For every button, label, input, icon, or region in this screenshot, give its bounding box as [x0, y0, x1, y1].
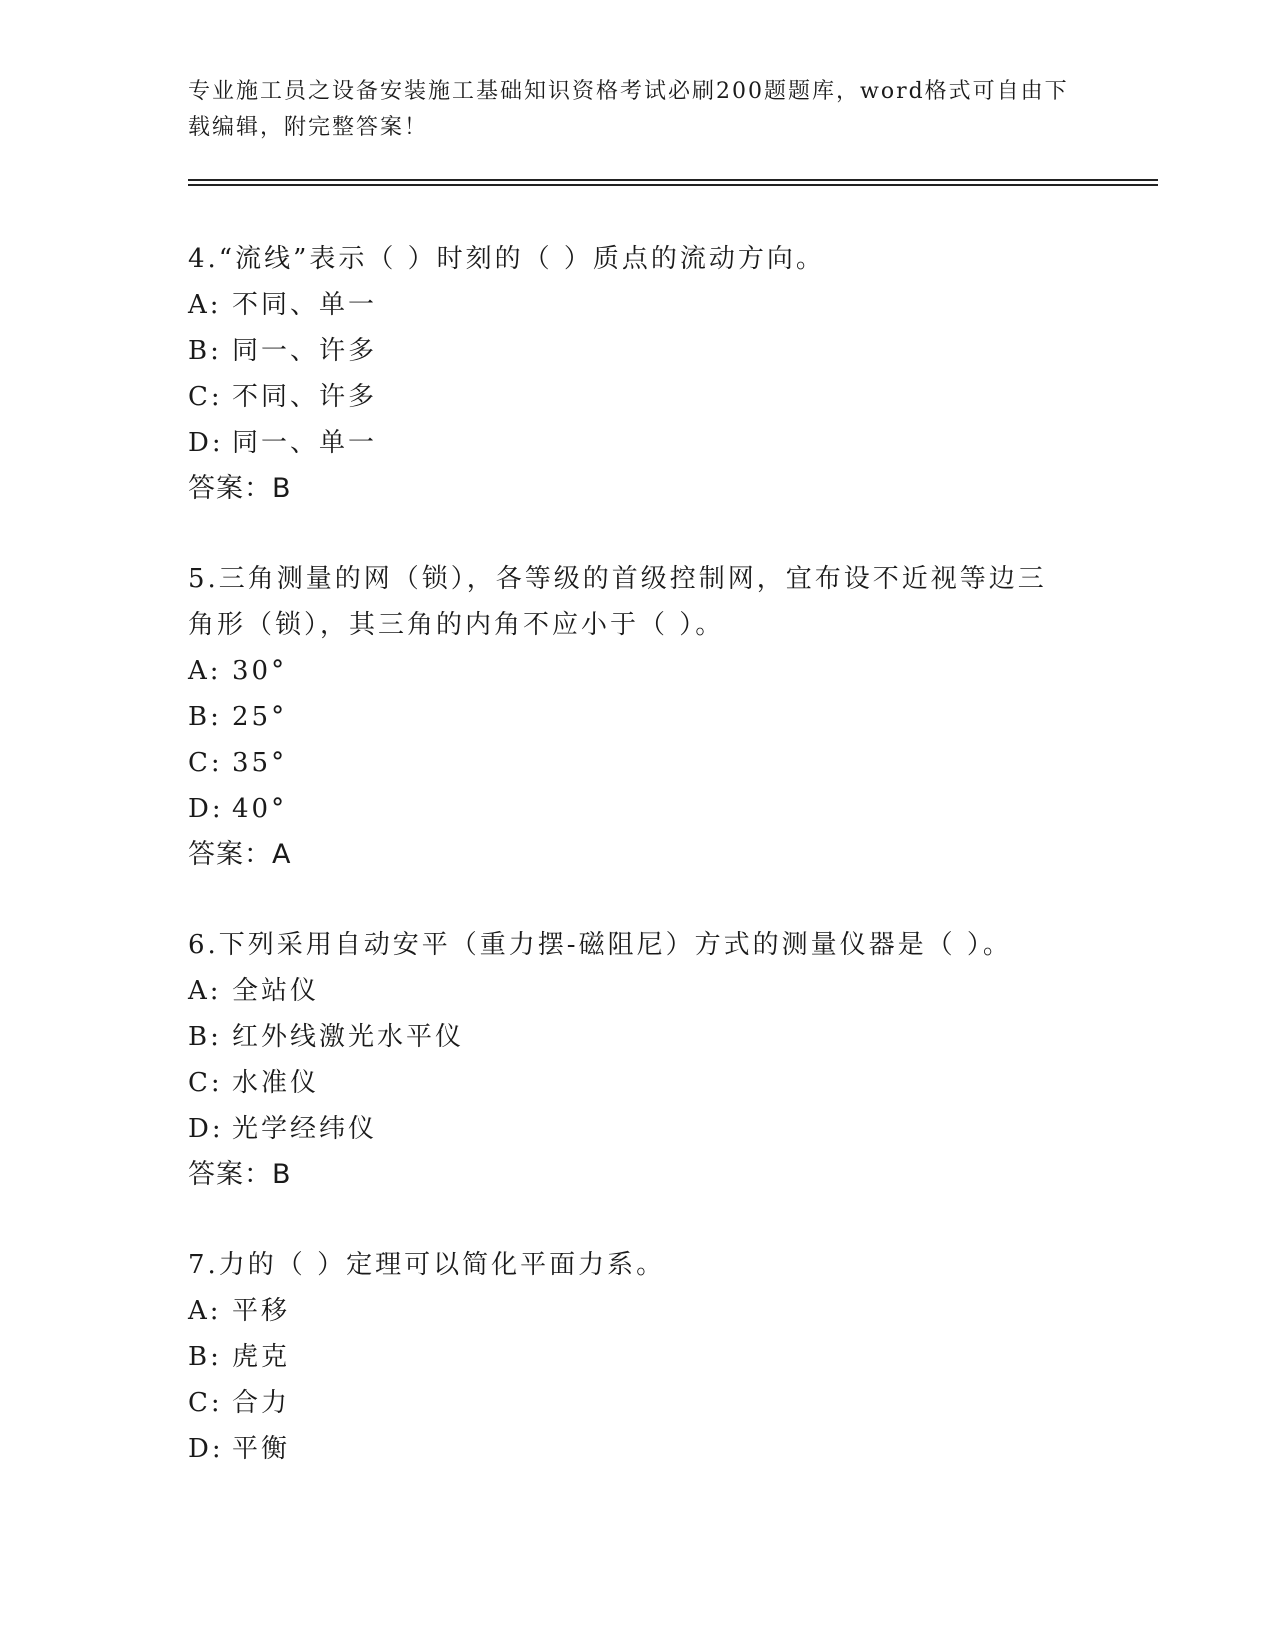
answer-line: 答案：B	[188, 473, 292, 504]
option-a	[188, 648, 1088, 694]
option-text: 同一、单一	[232, 428, 378, 458]
option-text: 平衡	[232, 1434, 291, 1464]
option-text: 红外线激光水平仪	[232, 1022, 465, 1052]
option-c	[188, 374, 1088, 420]
option-label: C:	[188, 1068, 223, 1098]
option-text: 水准仪	[232, 1068, 320, 1098]
option-b	[188, 1334, 1088, 1380]
document-header: 专业施工员之设备安装施工基础知识资格考试必刷200题题库，word格式可自由下载编辑，附完整答案！	[188, 79, 1069, 140]
option-text: 不同、单一	[232, 290, 378, 320]
option-label: D:	[188, 1434, 224, 1464]
option-d	[188, 1426, 1088, 1472]
option-b	[188, 328, 1088, 374]
question-stem: 4.“流线”表示（ ）时刻的（ ）质点的流动方向。	[188, 244, 825, 274]
option-text: 光学经纬仪	[232, 1114, 378, 1144]
option-label: C:	[188, 382, 223, 412]
option-label: B:	[188, 1342, 222, 1372]
option-text: 合力	[232, 1388, 291, 1418]
header-divider-top	[188, 179, 1158, 181]
option-text: 全站仪	[232, 976, 320, 1006]
answer-line: 答案：A	[188, 839, 292, 870]
option-text: 40°	[232, 794, 288, 824]
question-stem: 5.三角测量的网（锁），各等级的首级控制网，宜布设不近视等边三角形（锁），其三角的内角不应小于（ ）。	[188, 564, 1047, 640]
option-text: 30°	[232, 656, 288, 686]
option-label: D:	[188, 794, 224, 824]
option-text: 虎克	[232, 1342, 291, 1372]
option-label: A:	[188, 1296, 222, 1326]
option-d	[188, 420, 1088, 466]
option-c	[188, 740, 1088, 786]
header-divider-bottom	[188, 184, 1158, 186]
option-label: D:	[188, 1114, 224, 1144]
question-4	[188, 236, 1088, 512]
option-c	[188, 1060, 1088, 1106]
option-text: 同一、许多	[232, 336, 378, 366]
option-a	[188, 968, 1088, 1014]
option-label: A:	[188, 656, 222, 686]
answer-line: 答案：B	[188, 1159, 292, 1190]
question-stem: 6.下列采用自动安平（重力摆-磁阻尼）方式的测量仪器是（ ）。	[188, 930, 1012, 960]
option-label: A:	[188, 290, 222, 320]
option-label: B:	[188, 702, 222, 732]
option-label: D:	[188, 428, 224, 458]
option-label: A:	[188, 976, 222, 1006]
option-text: 25°	[232, 702, 288, 732]
option-d	[188, 786, 1088, 832]
question-5	[188, 556, 1088, 878]
option-a	[188, 1288, 1088, 1334]
option-b	[188, 694, 1088, 740]
question-stem: 7.力的（ ）定理可以简化平面力系。	[188, 1250, 666, 1280]
option-label: B:	[188, 336, 222, 366]
option-label: C:	[188, 1388, 223, 1418]
option-text: 35°	[232, 748, 288, 778]
option-a	[188, 282, 1088, 328]
option-label: C:	[188, 748, 223, 778]
option-b	[188, 1014, 1088, 1060]
question-list	[188, 236, 1088, 1516]
option-label: B:	[188, 1022, 222, 1052]
option-d	[188, 1106, 1088, 1152]
question-6	[188, 922, 1088, 1198]
option-text: 平移	[232, 1296, 291, 1326]
option-c	[188, 1380, 1088, 1426]
question-7	[188, 1242, 1088, 1472]
option-text: 不同、许多	[232, 382, 378, 412]
